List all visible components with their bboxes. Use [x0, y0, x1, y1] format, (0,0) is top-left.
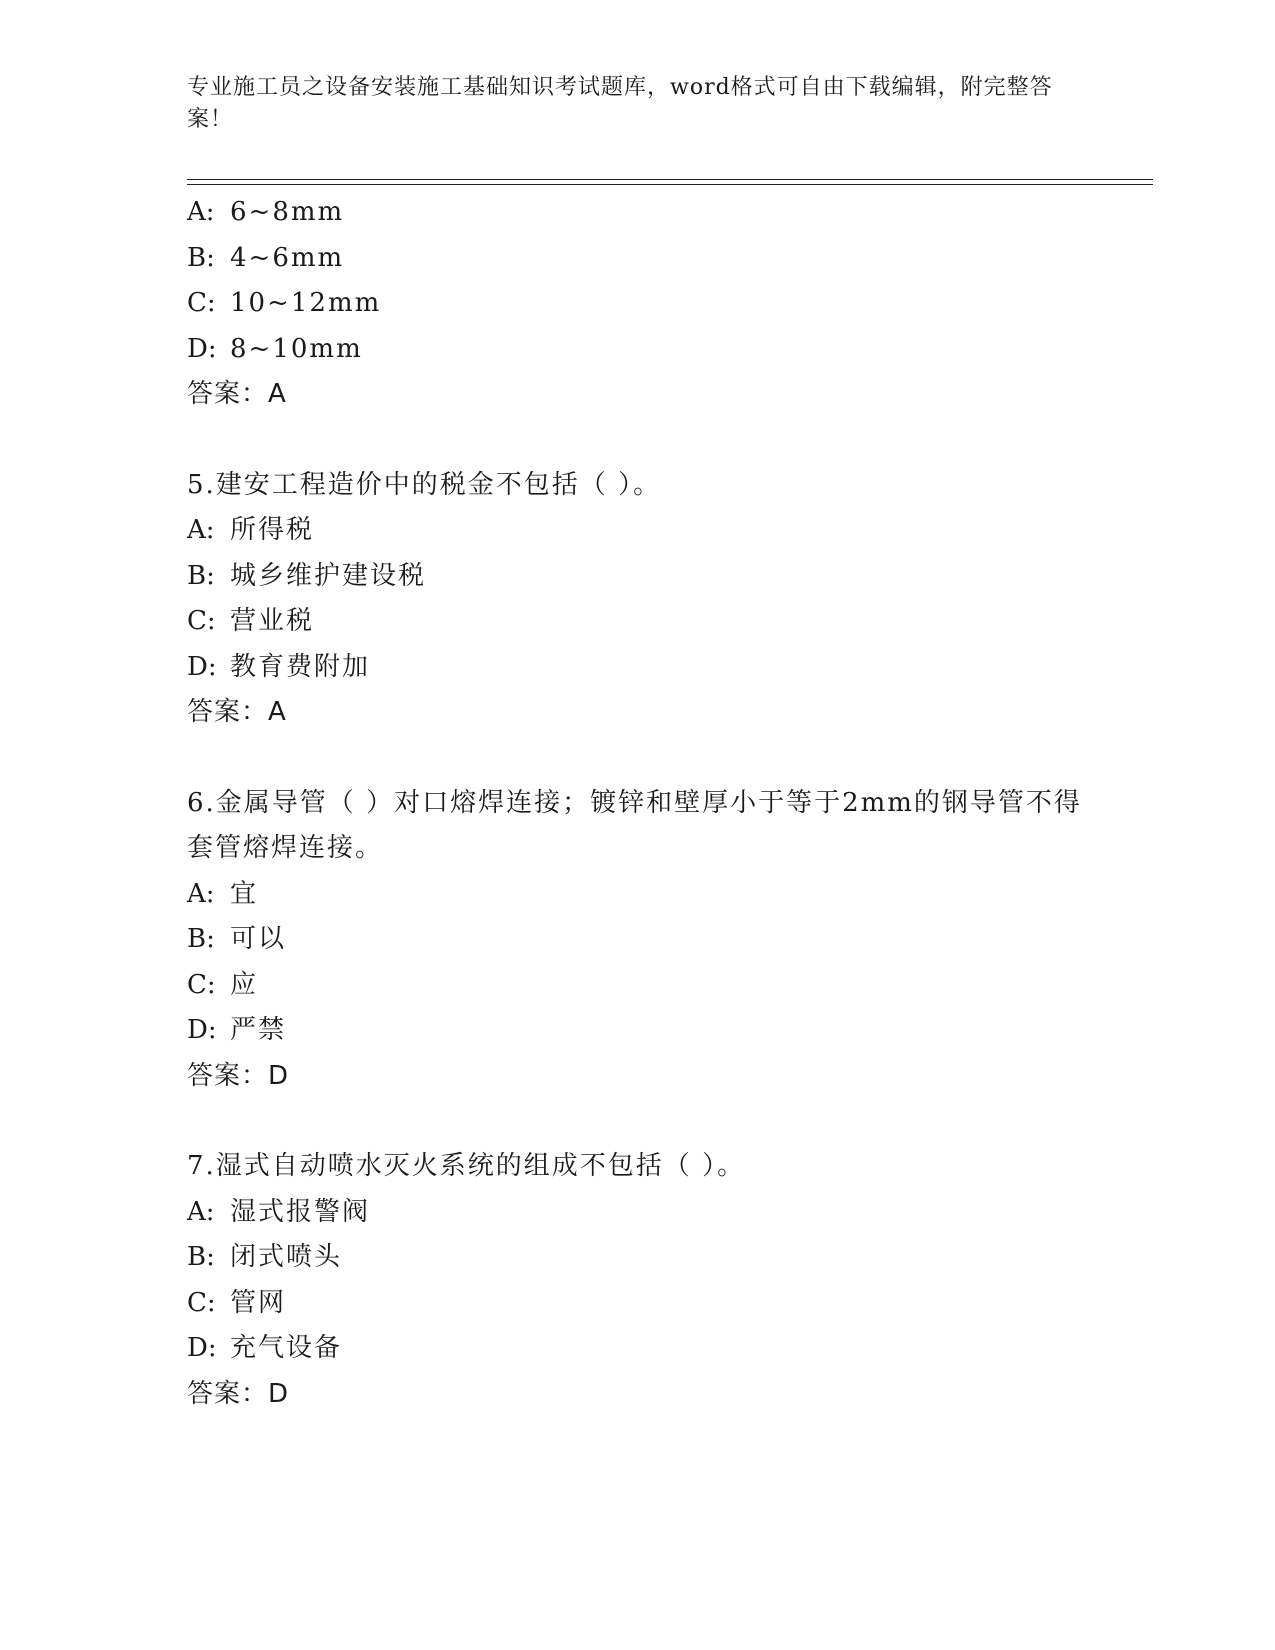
option-letter: B:	[187, 924, 215, 954]
option-text: 8~10mm	[230, 333, 363, 364]
option-b	[187, 917, 1087, 963]
option-text: 教育费附加	[230, 651, 371, 682]
option-letter: B:	[187, 560, 215, 591]
option-letter: D:	[187, 333, 217, 364]
answer-line: 答案：A	[187, 697, 287, 727]
option-text: 6~8mm	[230, 197, 345, 227]
answer-line: 答案：A	[187, 379, 287, 409]
option-a	[187, 1190, 1087, 1236]
option-d	[187, 645, 1087, 691]
option-c	[187, 281, 1087, 327]
option-text: 宜	[230, 878, 259, 909]
question-list	[187, 190, 1087, 1417]
option-letter: C:	[187, 606, 216, 636]
option-c	[187, 1281, 1087, 1327]
option-c	[187, 963, 1087, 1009]
option-b	[187, 236, 1087, 282]
option-a	[187, 508, 1087, 554]
answer-line: 答案：D	[187, 1060, 290, 1091]
option-text: 湿式报警阀	[230, 1196, 371, 1227]
option-letter: C:	[187, 969, 216, 1000]
option-a	[187, 872, 1087, 918]
option-letter: D:	[187, 651, 217, 682]
question-title: 6.金属导管（ ）对口熔焊连接；镀锌和壁厚小于等于2mm的钢导管不得套管熔焊连接。	[187, 787, 1082, 863]
header-divider-bottom	[187, 184, 1153, 185]
option-text: 城乡维护建设税	[230, 560, 427, 591]
option-letter: C:	[187, 1287, 216, 1318]
spacer	[187, 418, 1087, 463]
option-text: 管网	[230, 1287, 287, 1318]
document-header: 专业施工员之设备安装施工基础知识考试题库，word格式可自由下载编辑，附完整答案！	[187, 75, 1053, 132]
option-text: 严禁	[230, 1015, 287, 1045]
question-7	[187, 1144, 1087, 1417]
option-letter: D:	[187, 1015, 217, 1045]
option-text: 可以	[230, 924, 287, 954]
option-d	[187, 327, 1087, 373]
option-b	[187, 554, 1087, 600]
option-text: 闭式喷头	[230, 1242, 343, 1272]
option-letter: C:	[187, 288, 216, 318]
question-title: 7.湿式自动喷水灭火系统的组成不包括（ ）。	[187, 1151, 746, 1181]
option-letter: B:	[187, 1242, 215, 1272]
question-6	[187, 781, 1087, 1100]
answer-line: 答案：D	[187, 1378, 290, 1409]
option-text: 充气设备	[230, 1333, 343, 1363]
option-letter: A:	[187, 197, 215, 227]
option-letter: A:	[187, 1196, 215, 1227]
option-text: 营业税	[230, 606, 315, 636]
question-title: 5.建安工程造价中的税金不包括（ ）。	[187, 469, 662, 500]
option-letter: A:	[187, 878, 215, 909]
option-letter: B:	[187, 242, 215, 273]
header-divider-top	[187, 179, 1153, 180]
option-text: 4~6mm	[230, 242, 345, 273]
option-b	[187, 1235, 1087, 1281]
spacer	[187, 736, 1087, 781]
question-4	[187, 190, 1087, 418]
option-text: 所得税	[230, 515, 315, 545]
option-a	[187, 190, 1087, 236]
spacer	[187, 1099, 1087, 1144]
option-d	[187, 1326, 1087, 1372]
option-letter: A:	[187, 515, 215, 545]
option-c	[187, 599, 1087, 645]
option-letter: D:	[187, 1333, 217, 1363]
option-text: 应	[230, 969, 259, 1000]
question-5	[187, 463, 1087, 736]
option-text: 10~12mm	[230, 288, 382, 318]
option-d	[187, 1008, 1087, 1054]
